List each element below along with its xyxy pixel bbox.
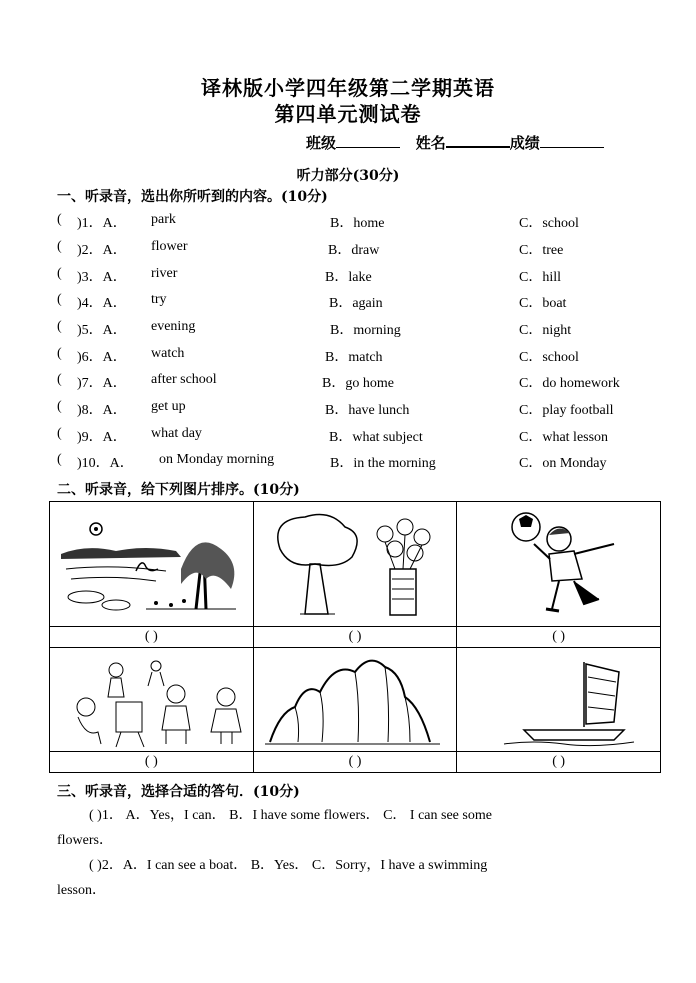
picture-tree-flowers bbox=[253, 502, 457, 627]
question-row bbox=[57, 372, 657, 392]
answer-cell-2[interactable]: ( ) bbox=[253, 627, 457, 648]
class-label: 班级 bbox=[306, 134, 337, 152]
open-paren[interactable]: ( bbox=[57, 319, 62, 334]
question-number: )9．A． bbox=[77, 430, 127, 445]
question-row bbox=[57, 292, 657, 312]
section3-question-2 bbox=[57, 853, 647, 903]
open-paren[interactable]: ( bbox=[57, 292, 62, 307]
option-b: B．in the morning bbox=[330, 456, 436, 471]
question-row bbox=[57, 399, 657, 419]
option-c: C．what lesson bbox=[519, 430, 609, 445]
option-b: B．home bbox=[330, 216, 385, 231]
option-c: C．tree bbox=[519, 243, 564, 258]
exam-title-line2: 第四单元测试卷 bbox=[274, 102, 422, 126]
picture-sailboat bbox=[457, 648, 661, 752]
s3-q2-line1: ( )2．A．I can see a boat． B．Yes． C．Sorry，I have a swimming bbox=[89, 858, 488, 873]
listening-header: 听力部分(30分) bbox=[296, 168, 400, 184]
name-blank[interactable] bbox=[446, 132, 510, 148]
name-label: 姓名 bbox=[415, 134, 446, 152]
picture-hills bbox=[253, 648, 457, 752]
question-row bbox=[57, 266, 657, 286]
s3-q2-line2: lesson． bbox=[57, 883, 106, 898]
option-a: park bbox=[151, 212, 176, 227]
option-a: river bbox=[151, 266, 178, 281]
s3-q1-line2: flowers． bbox=[57, 833, 113, 848]
tree-flowers-image bbox=[260, 509, 450, 619]
option-a: on Monday morning bbox=[159, 452, 275, 467]
score-label: 成绩 bbox=[509, 134, 540, 152]
s3-q1-line1: ( )1． A．Yes，I can． B．I have some flowers． C． I can see some bbox=[89, 808, 492, 823]
children-drawing-image bbox=[56, 652, 246, 748]
question-row bbox=[57, 346, 657, 366]
answer-cell-1[interactable]: ( ) bbox=[50, 627, 254, 648]
option-a: watch bbox=[151, 346, 185, 361]
football-boy-image bbox=[464, 509, 654, 619]
score-blank[interactable] bbox=[540, 133, 604, 148]
answer-cell-5[interactable]: ( ) bbox=[253, 752, 457, 773]
question-row bbox=[57, 452, 657, 472]
section2-title: 二、听录音，给下列图片排序。(10分) bbox=[57, 482, 300, 498]
option-a: evening bbox=[151, 319, 196, 334]
option-b: B．what subject bbox=[329, 430, 423, 445]
question-number: )6．A． bbox=[77, 350, 127, 365]
option-b: B．go home bbox=[322, 376, 394, 391]
question-number: )3．A． bbox=[77, 270, 127, 285]
option-c: C．do homework bbox=[519, 376, 620, 391]
option-a: flower bbox=[151, 239, 188, 254]
option-a: get up bbox=[151, 399, 186, 414]
option-c: C．play football bbox=[519, 403, 614, 418]
question-number: )8．A． bbox=[77, 403, 127, 418]
question-number: )5．A． bbox=[77, 323, 127, 338]
class-blank[interactable] bbox=[336, 133, 400, 148]
park-lake-image bbox=[56, 509, 246, 619]
answer-cell-4[interactable]: ( ) bbox=[50, 752, 254, 773]
question-row bbox=[57, 319, 657, 339]
option-b: B．lake bbox=[325, 270, 372, 285]
option-a: what day bbox=[151, 426, 202, 441]
open-paren[interactable]: ( bbox=[57, 399, 62, 414]
question-number: )10．A． bbox=[77, 456, 134, 471]
picture-football-boy bbox=[457, 502, 661, 627]
option-a: after school bbox=[151, 372, 217, 387]
student-info bbox=[306, 132, 604, 153]
option-c: C．boat bbox=[519, 296, 567, 311]
section1-title: 一、听录音，选出你所听到的内容。(10分) bbox=[57, 189, 328, 205]
open-paren[interactable]: ( bbox=[57, 426, 62, 441]
option-c: C．school bbox=[519, 350, 579, 365]
option-c: C．on Monday bbox=[519, 456, 607, 471]
question-number: )7．A． bbox=[77, 376, 127, 391]
sailboat-image bbox=[464, 652, 654, 748]
option-c: C．school bbox=[519, 216, 579, 231]
question-row bbox=[57, 212, 657, 232]
open-paren[interactable]: ( bbox=[57, 239, 62, 254]
open-paren[interactable]: ( bbox=[57, 212, 62, 227]
hills-image bbox=[260, 652, 450, 748]
section3-title: 三、听录音，选择合适的答句．(10分) bbox=[57, 784, 300, 800]
option-c: C．night bbox=[519, 323, 572, 338]
open-paren[interactable]: ( bbox=[57, 452, 62, 467]
exam-title-line1: 译林版小学四年级第二学期英语 bbox=[201, 76, 495, 100]
option-b: B．morning bbox=[330, 323, 401, 338]
open-paren[interactable]: ( bbox=[57, 372, 62, 387]
option-b: B．have lunch bbox=[325, 403, 410, 418]
open-paren[interactable]: ( bbox=[57, 266, 62, 281]
option-a: try bbox=[151, 292, 167, 307]
picture-children-drawing bbox=[50, 648, 254, 752]
option-c: C．hill bbox=[519, 270, 562, 285]
question-number: )1．A． bbox=[77, 216, 127, 231]
option-b: B．match bbox=[325, 350, 383, 365]
open-paren[interactable]: ( bbox=[57, 346, 62, 361]
section3-question-1 bbox=[57, 803, 647, 853]
picture-table bbox=[49, 501, 661, 773]
answer-cell-3[interactable]: ( ) bbox=[457, 627, 661, 648]
question-number: )4．A． bbox=[77, 296, 127, 311]
option-b: B．draw bbox=[328, 243, 380, 258]
question-row bbox=[57, 426, 657, 446]
option-b: B．again bbox=[329, 296, 383, 311]
question-number: )2．A． bbox=[77, 243, 127, 258]
answer-cell-6[interactable]: ( ) bbox=[457, 752, 661, 773]
picture-park-lake bbox=[50, 502, 254, 627]
question-row bbox=[57, 239, 657, 259]
